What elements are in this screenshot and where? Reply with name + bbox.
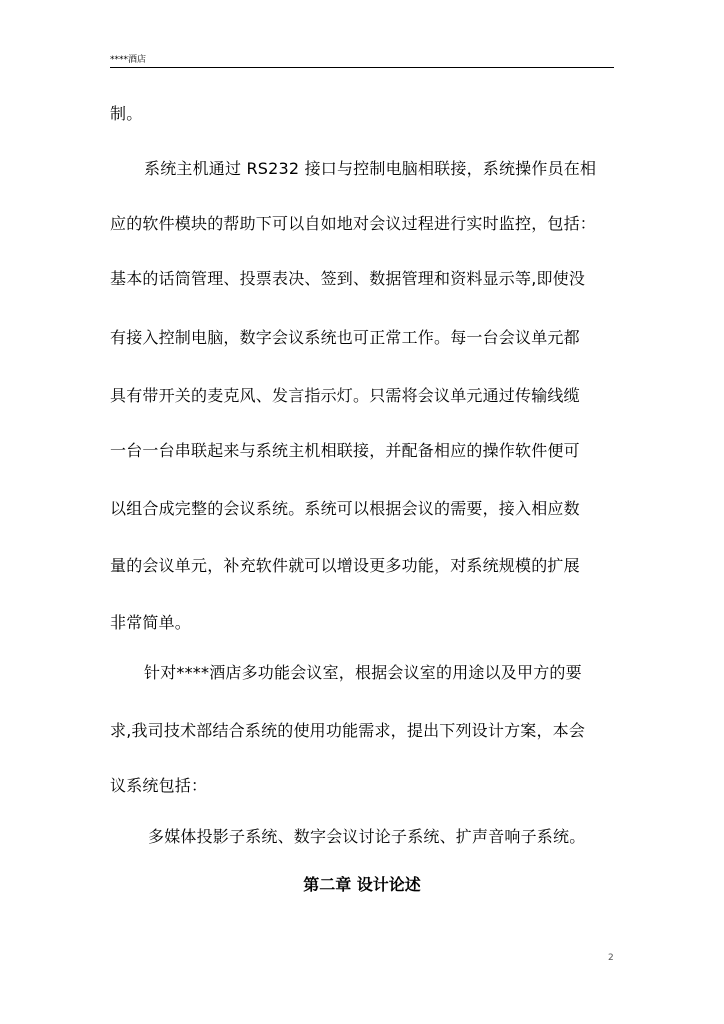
body-line: 应的软件模块的帮助下可以自如地对会议过程进行实时监控，包括： xyxy=(110,214,597,233)
body-line: 制。 xyxy=(110,104,143,123)
body-line: 多媒体投影子系统、数字会议讨论子系统、扩声音响子系统。 xyxy=(148,827,586,846)
body-line: 基本的话筒管理、投票表决、签到、数据管理和资料显示等,即使没 xyxy=(110,269,586,288)
body-line: 有接入控制电脑，数字会议系统也可正常工作。每一台会议单元都 xyxy=(110,328,580,347)
header-rule xyxy=(110,67,614,68)
body-line: 求,我司技术部结合系统的使用功能需求，提出下列设计方案，本会 xyxy=(110,721,586,740)
body-line: 议系统包括： xyxy=(110,776,208,795)
body-line: 以组合成完整的会议系统。系统可以根据会议的需要，接入相应数 xyxy=(110,499,580,518)
body-line: 一台一台串联起来与系统主机相联接，并配备相应的操作软件便可 xyxy=(110,441,580,460)
chapter-heading: 第二章 设计论述 xyxy=(303,875,421,894)
body-line: 针对****酒店多功能会议室，根据会议室的用途以及甲方的要 xyxy=(144,663,582,682)
body-line: 系统主机通过 RS232 接口与控制电脑相联接，系统操作员在相 xyxy=(144,159,597,178)
running-header: ****酒店 xyxy=(110,55,147,65)
body-line: 非常简单。 xyxy=(110,613,192,632)
body-line: 具有带开关的麦克风、发言指示灯。只需将会议单元通过传输线缆 xyxy=(110,386,580,405)
body-line: 量的会议单元，补充软件就可以增设更多功能，对系统规模的扩展 xyxy=(110,556,580,575)
page-number: 2 xyxy=(608,953,614,963)
